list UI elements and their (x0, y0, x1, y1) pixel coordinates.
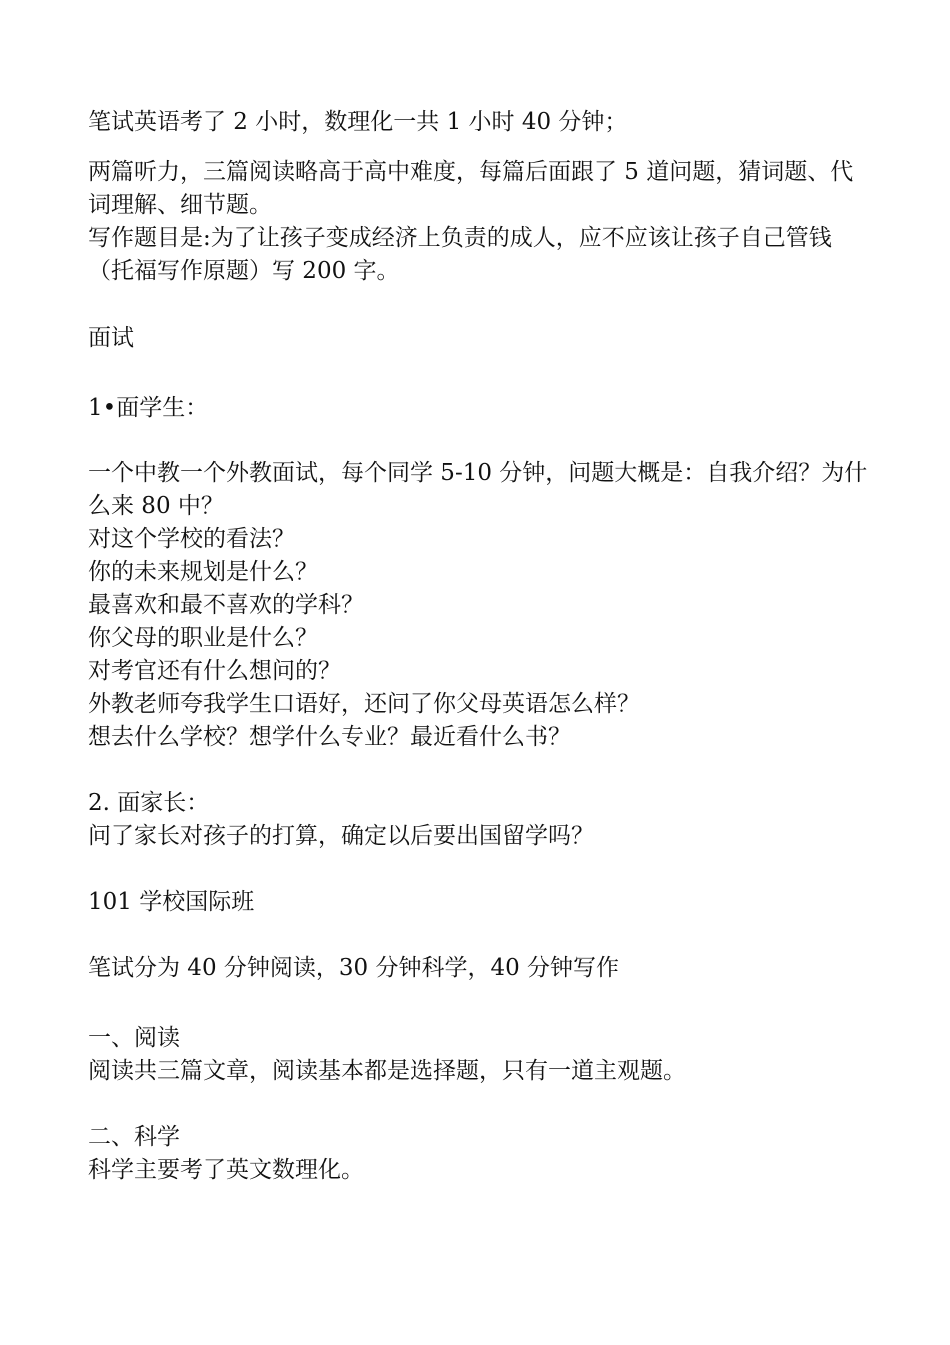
writing-line-1: 写作题目是:为了让孩子变成经济上负责的成人，应不应该让孩子自己管钱 (88, 225, 832, 251)
school-exam-desc: 笔试分为 40 分钟阅读，30 分钟科学，40 分钟写作 (88, 955, 620, 981)
english-desc-line-1: 两篇听力，三篇阅读略高于高中难度，每篇后面跟了 5 道问题，猜词题、代 (88, 159, 854, 185)
interview-student-heading: 1•面学生： (88, 395, 209, 421)
question-7: 想去什么学校？想学什么专业？最近看什么书？ (88, 724, 571, 750)
interview-student-line-2: 么来 80 中？ (88, 493, 224, 519)
question-4: 你父母的职业是什么？ (88, 625, 318, 651)
interview-heading: 面试 (88, 325, 134, 351)
interview-parent-text: 问了家长对孩子的打算，确定以后要出国留学吗？ (88, 823, 594, 849)
interview-student-line-1: 一个中教一个外教面试，每个同学 5-10 分钟，问题大概是：自我介绍？为什 (88, 460, 868, 486)
science-text: 科学主要考了英文数理化。 (88, 1157, 364, 1183)
science-heading: 二、科学 (88, 1124, 180, 1150)
question-5: 对考官还有什么想问的？ (88, 658, 341, 684)
question-3: 最喜欢和最不喜欢的学科？ (88, 592, 364, 618)
writing-line-2: （托福写作原题）写 200 字。 (88, 258, 400, 284)
english-desc-line-2: 词理解、细节题。 (88, 192, 272, 218)
school-heading: 101 学校国际班 (88, 889, 255, 915)
written-exam-time: 笔试英语考了 2 小时，数理化一共 1 小时 40 分钟； (88, 109, 628, 135)
reading-heading: 一、阅读 (88, 1025, 180, 1051)
question-2: 你的未来规划是什么？ (88, 559, 318, 585)
interview-parent-heading: 2. 面家长： (88, 790, 210, 816)
question-1: 对这个学校的看法？ (88, 526, 295, 552)
question-6: 外教老师夸我学生口语好，还问了你父母英语怎么样？ (88, 691, 640, 717)
reading-text: 阅读共三篇文章，阅读基本都是选择题，只有一道主观题。 (88, 1058, 686, 1084)
